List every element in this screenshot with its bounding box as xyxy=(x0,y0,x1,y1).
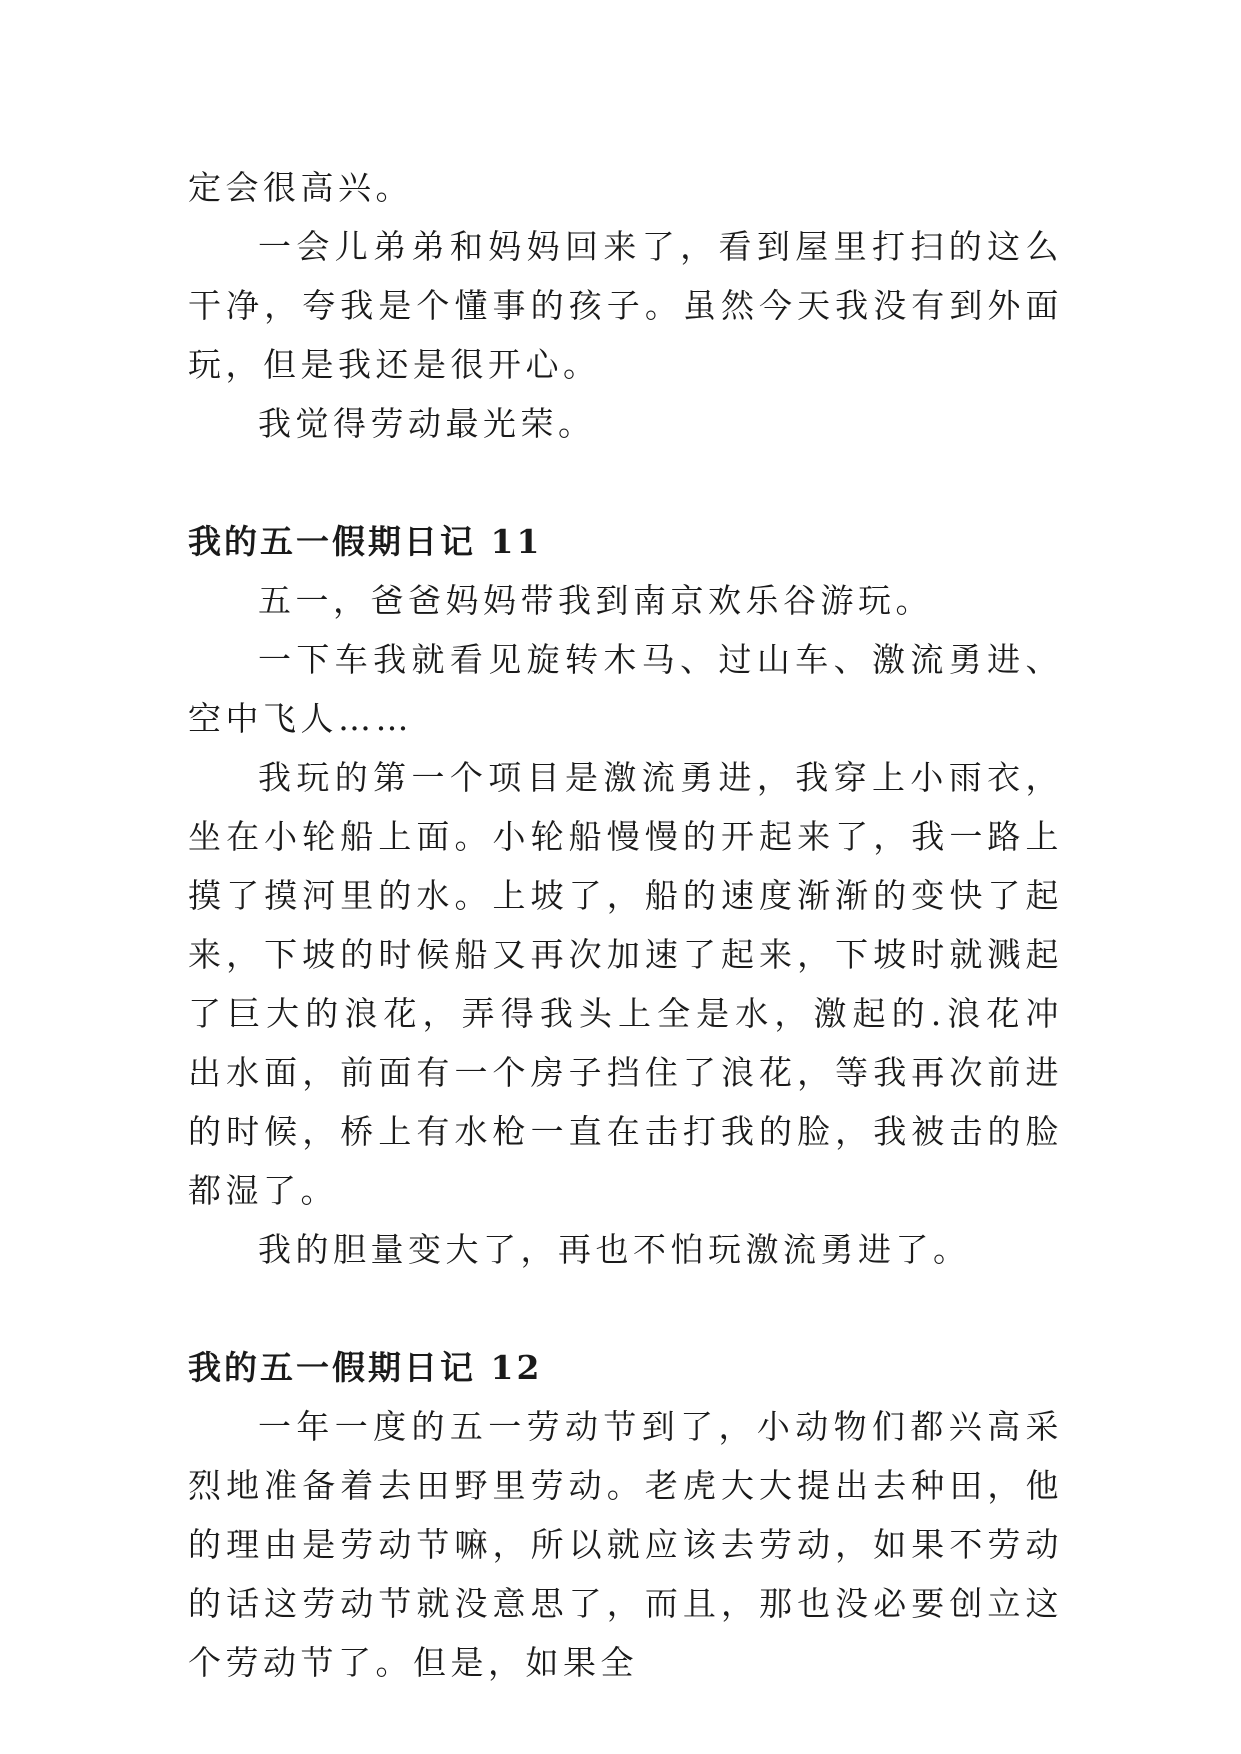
document-body xyxy=(188,158,1063,1692)
paragraph: 一下车我就看见旋转木马、过山车、激流勇进、空中飞人…… xyxy=(188,640,1063,738)
paragraph: 一会儿弟弟和妈妈回来了，看到屋里打扫的这么干净，夸我是个懂事的孩子。虽然今天我没有到外面玩，但是我还是很开心。 xyxy=(188,227,1063,384)
paragraph: 我玩的第一个项目是激流勇进，我穿上小雨衣，坐在小轮船上面。小轮船慢慢的开起来了，我一路上摸了摸河里的水。上坡了，船的速度渐渐的变快了起来，下坡的时候船又再次加速了起来，下坡时就溅起了巨大的浪花，弄得我头上全是水，激起的.浪花冲出水面，前面有一个房子挡住了浪花，等我再次前进的时候，桥上有水枪一直在击打我的脸，我被击的脸都湿了。 xyxy=(188,758,1063,1210)
paragraph-continuation: 定会很高兴。 xyxy=(188,168,413,207)
section-heading: 我的五一假期日记 12 xyxy=(188,1348,543,1387)
paragraph: 我觉得劳动最光荣。 xyxy=(258,404,596,443)
paragraph: 我的胆量变大了，再也不怕玩激流勇进了。 xyxy=(258,1230,971,1269)
section-heading: 我的五一假期日记 11 xyxy=(188,522,543,561)
section-spacer xyxy=(188,1279,1063,1338)
paragraph: 五一，爸爸妈妈带我到南京欢乐谷游玩。 xyxy=(258,581,933,620)
paragraph: 一年一度的五一劳动节到了，小动物们都兴高采烈地准备着去田野里劳动。老虎大大提出去种田，他的理由是劳动节嘛，所以就应该去劳动，如果不劳动的话这劳动节就没意思了，而且，那也没必要创立这个劳动节了。但是，如果全 xyxy=(188,1407,1063,1682)
section-spacer xyxy=(188,453,1063,512)
